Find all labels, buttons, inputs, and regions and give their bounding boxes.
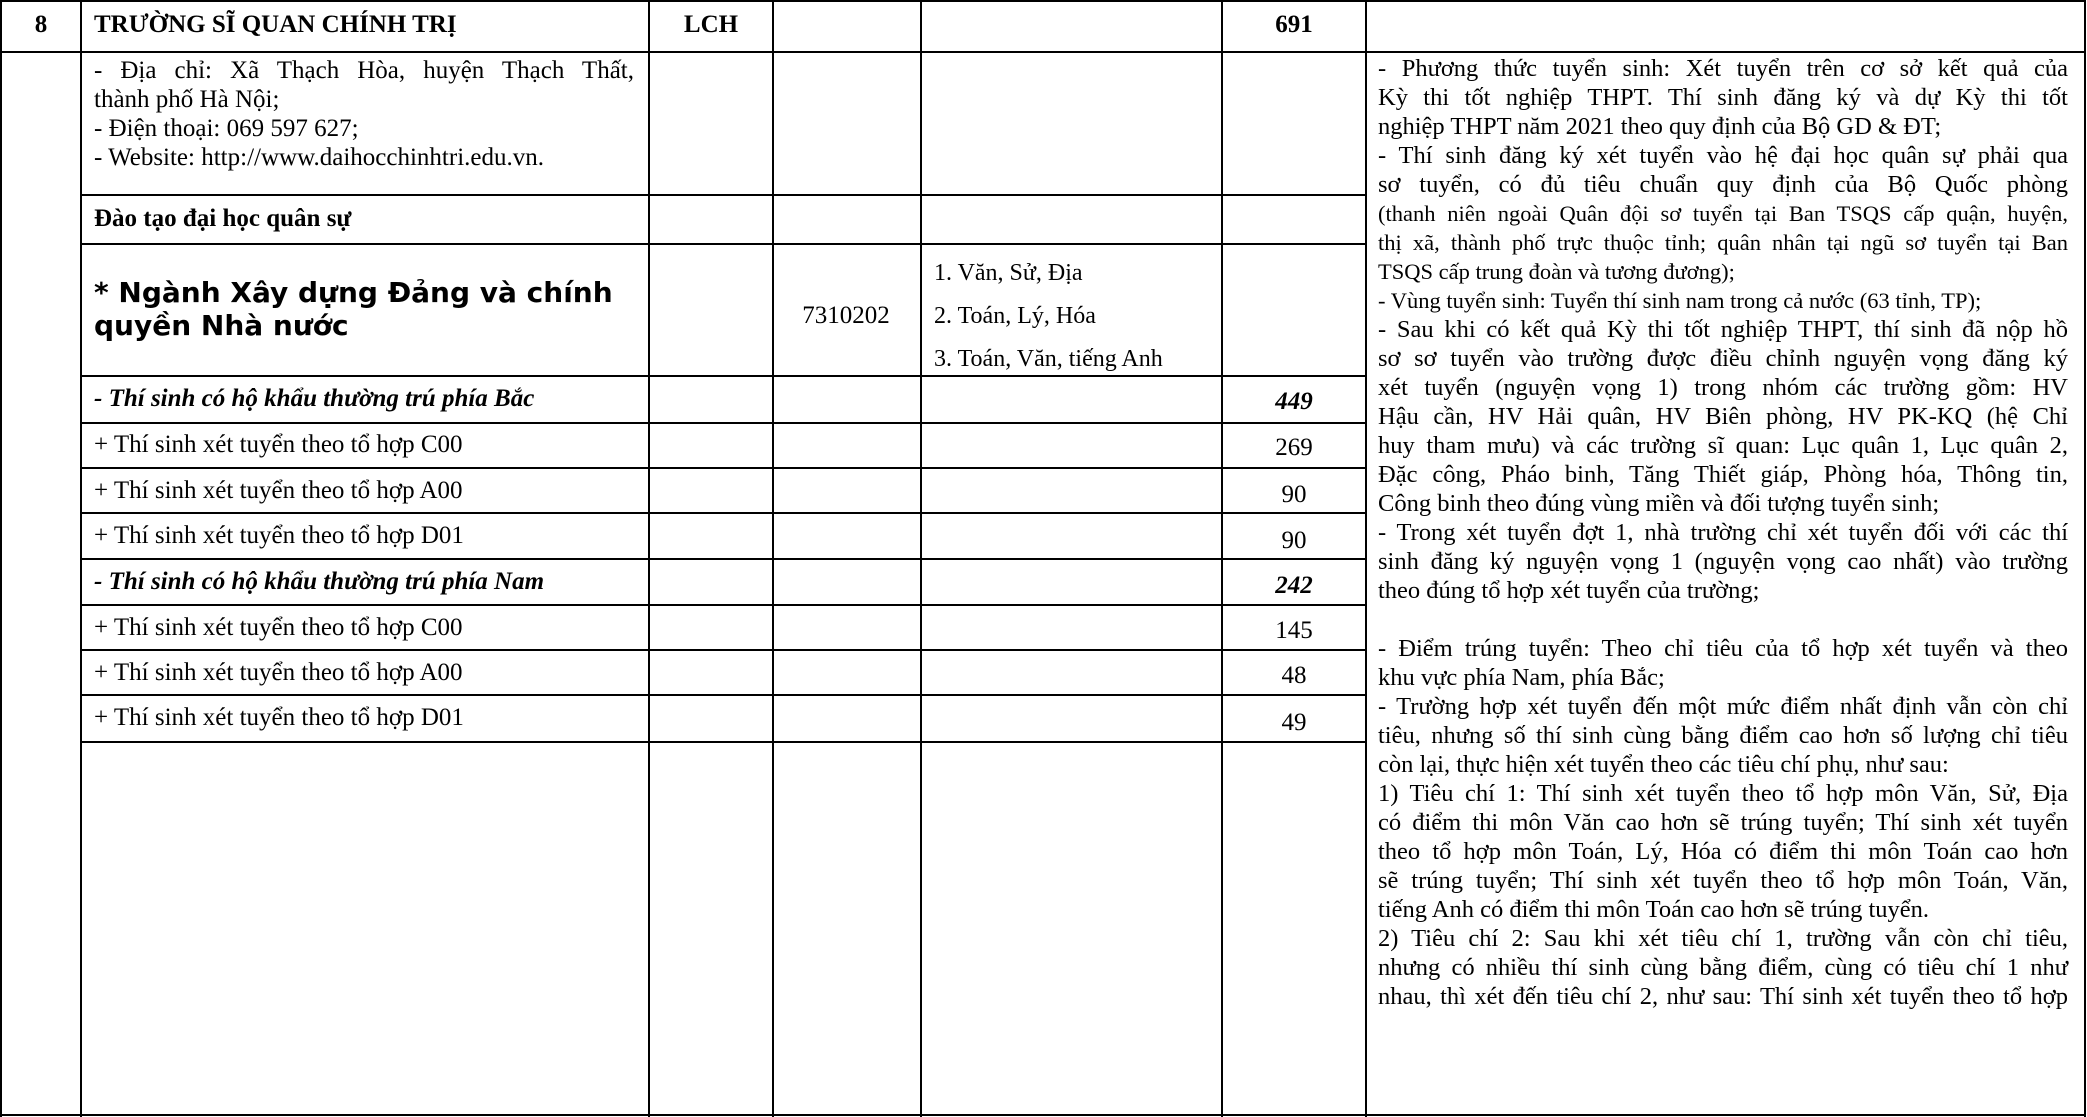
note-line: - Thí sinh đăng ký xét tuyển vào hệ đại học quân sự phải qua [1378, 142, 2068, 169]
note-line: nghiệp THPT năm 2021 theo quy định của Bộ GD & ĐT; [1378, 113, 1942, 140]
note-line: khu vực phía Nam, phía Bắc; [1378, 664, 1665, 691]
row-border [80, 694, 1367, 696]
note-line: sẽ trúng tuyển; Thí sinh xét tuyển theo tổ hợp môn Toán, Văn, [1378, 867, 2068, 894]
note-line: huy tham mưu) và các trường sĩ quan: Lục quân 1, Lục quân 2, [1378, 432, 2068, 459]
note-line: thị xã, thành phố trực thuộc tỉnh; quân nhân tại ngũ sơ tuyển tại Ban [1378, 230, 2068, 255]
note-spacer [1378, 605, 2068, 634]
note-line: nhau, thì xét đến tiêu chí 2, như sau: Thí sinh xét tuyển theo tổ hợp [1378, 983, 2068, 1010]
quota-row-value: 48 [1281, 662, 1307, 689]
note-line: - Sau khi có kết quả Kỳ thi tốt nghiệp THPT, thí sinh đã nộp hồ [1378, 316, 2068, 343]
note-line: - Vùng tuyển sinh: Tuyển thí sinh nam trong cả nước (63 tỉnh, TP); [1378, 288, 1982, 313]
south-group-label: - Thí sinh có hộ khẩu thường trú phía Nam [94, 568, 545, 595]
quota-row-value: 90 [1281, 481, 1307, 508]
note-line: Công binh theo đúng vùng miền và đối tượng tuyển sinh; [1378, 490, 1940, 517]
col-border [2084, 0, 2086, 1117]
address-line: - Địa chỉ: Xã Thạch Hòa, huyện Thạch Thất, [94, 57, 634, 84]
website-line: - Website: http://www.daihocchinhtri.edu.vn. [94, 144, 544, 171]
note-line: - Điểm trúng tuyển: Theo chỉ tiêu của tổ hợp xét tuyển và theo [1378, 635, 2068, 662]
row-border [0, 1114, 2086, 1116]
note-line: sơ sơ tuyển vào trường được điều chỉnh nguyện vọng đăng ký [1378, 345, 2068, 372]
note-line: Hậu cần, HV Hải quân, HV Biên phòng, HV PK-KQ (hệ Chỉ [1378, 403, 2068, 430]
school-total-quota: 691 [1275, 11, 1313, 38]
quota-row-value: 269 [1275, 434, 1313, 461]
note-line: (thanh niên ngoài Quân đội sơ tuyển tại Ban TSQS cấp quận, huyện, [1378, 201, 2068, 226]
school-index: 8 [34, 11, 48, 38]
note-line: TSQS cấp trung đoàn và tương đương); [1378, 259, 1735, 284]
note-line: - Trong xét tuyển đợt 1, nhà trường chỉ xét tuyển đối với các thí [1378, 519, 2068, 546]
address-line: thành phố Hà Nội; [94, 86, 280, 113]
note-line: Đặc công, Pháo binh, Tăng Thiết giáp, Phòng hóa, Thông tin, [1378, 461, 2068, 488]
row-border [80, 558, 1367, 560]
quota-row-label: + Thí sinh xét tuyển theo tổ hợp A00 [94, 659, 463, 686]
major-name [94, 276, 613, 342]
quota-row-value: 49 [1281, 709, 1307, 736]
note-line: tiếng Anh có điểm thi môn Toán cao hơn sẽ trúng tuyển. [1378, 896, 1930, 923]
major-name-line: * Ngành Xây dựng Đảng và chính [94, 276, 613, 309]
row-border [80, 512, 1367, 514]
note-line: theo tổ hợp môn Toán, Lý, Hóa có điểm thi môn Toán cao hơn [1378, 838, 2068, 865]
quota-row-label: + Thí sinh xét tuyển theo tổ hợp C00 [94, 431, 463, 458]
major-code: 7310202 [802, 302, 890, 329]
north-group-label: - Thí sinh có hộ khẩu thường trú phía Bắc [94, 385, 535, 412]
quota-row-value: 145 [1275, 617, 1313, 644]
row-border [80, 467, 1367, 469]
row-border [0, 51, 2086, 53]
note-line: sơ tuyển, có đủ tiêu chuẩn quy định của Bộ Quốc phòng [1378, 171, 2068, 198]
south-group-value: 242 [1275, 572, 1313, 599]
note-line: nhưng có nhiều thí sinh cùng bằng điểm, cùng có tiêu chí 1 như [1378, 954, 2068, 981]
row-border [0, 0, 2086, 2]
quota-row-value: 90 [1281, 527, 1307, 554]
program-type: Đào tạo đại học quân sự [94, 205, 352, 232]
admission-notes [1378, 54, 2068, 1011]
combination-item: 2. Toán, Lý, Hóa [934, 303, 1096, 329]
note-line: - Phương thức tuyển sinh: Xét tuyển trên cơ sở kết quả của [1378, 55, 2068, 82]
combination-item: 1. Văn, Sử, Địa [934, 260, 1083, 286]
combination-item: 3. Toán, Văn, tiếng Anh [934, 346, 1163, 372]
school-name: TRƯỜNG SĨ QUAN CHÍNH TRỊ [94, 11, 457, 38]
note-line: còn lại, thực hiện xét tuyển theo các tiêu chí phụ, như sau: [1378, 751, 1949, 778]
quota-row-label: + Thí sinh xét tuyển theo tổ hợp A00 [94, 477, 463, 504]
row-border [80, 741, 1367, 743]
row-border [80, 194, 1367, 196]
quota-row-label: + Thí sinh xét tuyển theo tổ hợp D01 [94, 704, 464, 731]
note-line: 1) Tiêu chí 1: Thí sinh xét tuyển theo tổ hợp môn Văn, Sử, Địa [1378, 780, 2068, 807]
row-border [80, 243, 1367, 245]
note-line: sinh đăng ký nguyện vọng 1 (nguyện vọng cao nhất) vào trường [1378, 548, 2068, 575]
note-line: - Trường hợp xét tuyển đến một mức điểm nhất định vẫn còn chỉ [1378, 693, 2068, 720]
phone-line: - Điện thoại: 069 597 627; [94, 115, 359, 142]
row-border [80, 422, 1367, 424]
note-line: tiêu, nhưng số thí sinh cùng bằng điểm cao hơn số lượng chỉ tiêu [1378, 722, 2068, 749]
north-group-value: 449 [1275, 388, 1313, 415]
major-name-line: quyền Nhà nước [94, 309, 349, 342]
note-line: theo đúng tổ hợp xét tuyển của trường; [1378, 577, 1760, 604]
note-line: có điểm thi môn Văn cao hơn sẽ trúng tuyển; Thí sinh xét tuyển [1378, 809, 2068, 836]
row-border [80, 604, 1367, 606]
row-border [80, 649, 1367, 651]
note-line: 2) Tiêu chí 2: Sau khi xét tiêu chí 1, trường vẫn còn chỉ tiêu, [1378, 925, 2068, 952]
row-border [80, 375, 1367, 377]
quota-row-label: + Thí sinh xét tuyển theo tổ hợp D01 [94, 522, 464, 549]
school-address-block [94, 56, 634, 172]
school-code: LCH [683, 11, 739, 38]
subject-combinations [934, 252, 1163, 381]
note-line: xét tuyển (nguyện vọng 1) trong nhóm các trường gồm: HV [1378, 374, 2068, 401]
col-border [0, 0, 2, 1117]
note-line: Kỳ thi tốt nghiệp THPT. Thí sinh đăng ký và dự Kỳ thi tốt [1378, 84, 2068, 111]
quota-row-label: + Thí sinh xét tuyển theo tổ hợp C00 [94, 614, 463, 641]
